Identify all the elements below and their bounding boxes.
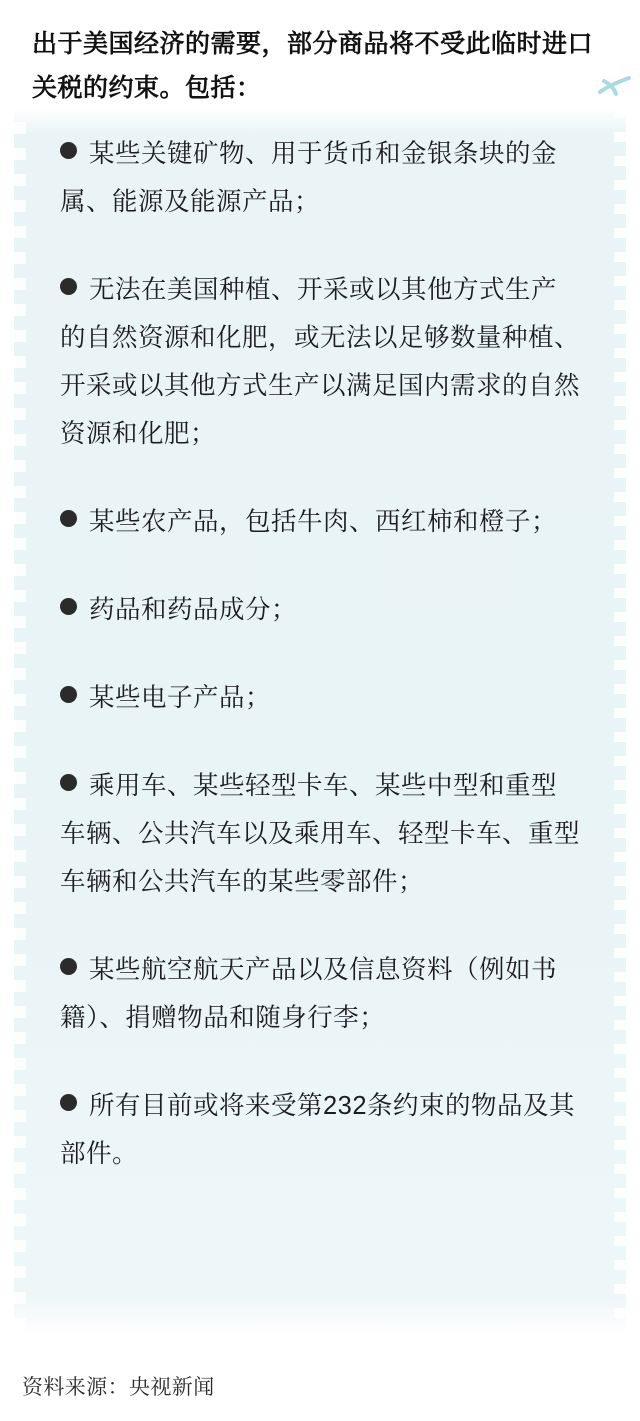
- panel-bottom-fade: [14, 1294, 626, 1340]
- source-credit: 资料来源：央视新闻: [22, 1376, 215, 1399]
- bullet-icon: [60, 510, 77, 527]
- list-item-text: 乘用车、某些轻型卡车、某些中型和重型车辆、公共汽车以及乘用车、轻型卡车、重型车辆和公共汽车的某些零部件；: [60, 772, 581, 896]
- check-mark-icon: [598, 72, 632, 106]
- bullet-icon: [60, 686, 77, 703]
- bullet-icon: [60, 598, 77, 615]
- bullet-icon: [60, 774, 77, 791]
- list-item-text: 某些电子产品；: [89, 684, 272, 712]
- list-item: [60, 266, 580, 458]
- bullet-icon: [60, 142, 77, 159]
- list-item-text: 所有目前或将来受第232条约束的物品及其部件。: [60, 1092, 576, 1168]
- list-item: [60, 498, 580, 546]
- page-title: 出于美国经济的需要，部分商品将不受此临时进口关税的约束。包括：: [32, 30, 594, 102]
- list-item: [60, 130, 580, 226]
- exemption-list: [60, 130, 580, 1218]
- list-item: [60, 946, 580, 1042]
- bullet-icon: [60, 278, 77, 295]
- list-item: [60, 674, 580, 722]
- divider: [0, 1352, 640, 1353]
- bullet-icon: [60, 1094, 77, 1111]
- list-item-text: 某些农产品，包括牛肉、西红柿和橙子；: [89, 508, 558, 536]
- list-item: [60, 1082, 580, 1178]
- list-item-text: 某些航空航天产品以及信息资料（例如书籍）、捐赠物品和随身行李；: [60, 956, 558, 1032]
- list-item: [60, 586, 580, 634]
- list-item-text: 药品和药品成分；: [89, 596, 298, 624]
- list-item: [60, 762, 580, 906]
- list-item-text: 无法在美国种植、开采或以其他方式生产的自然资源和化肥，或无法以足够数量种植、开采或以其他方式生产以满足国内需求的自然资源和化肥；: [60, 276, 581, 448]
- list-item-text: 某些关键矿物、用于货币和金银条块的金属、能源及能源产品；: [60, 140, 558, 216]
- bullet-icon: [60, 958, 77, 975]
